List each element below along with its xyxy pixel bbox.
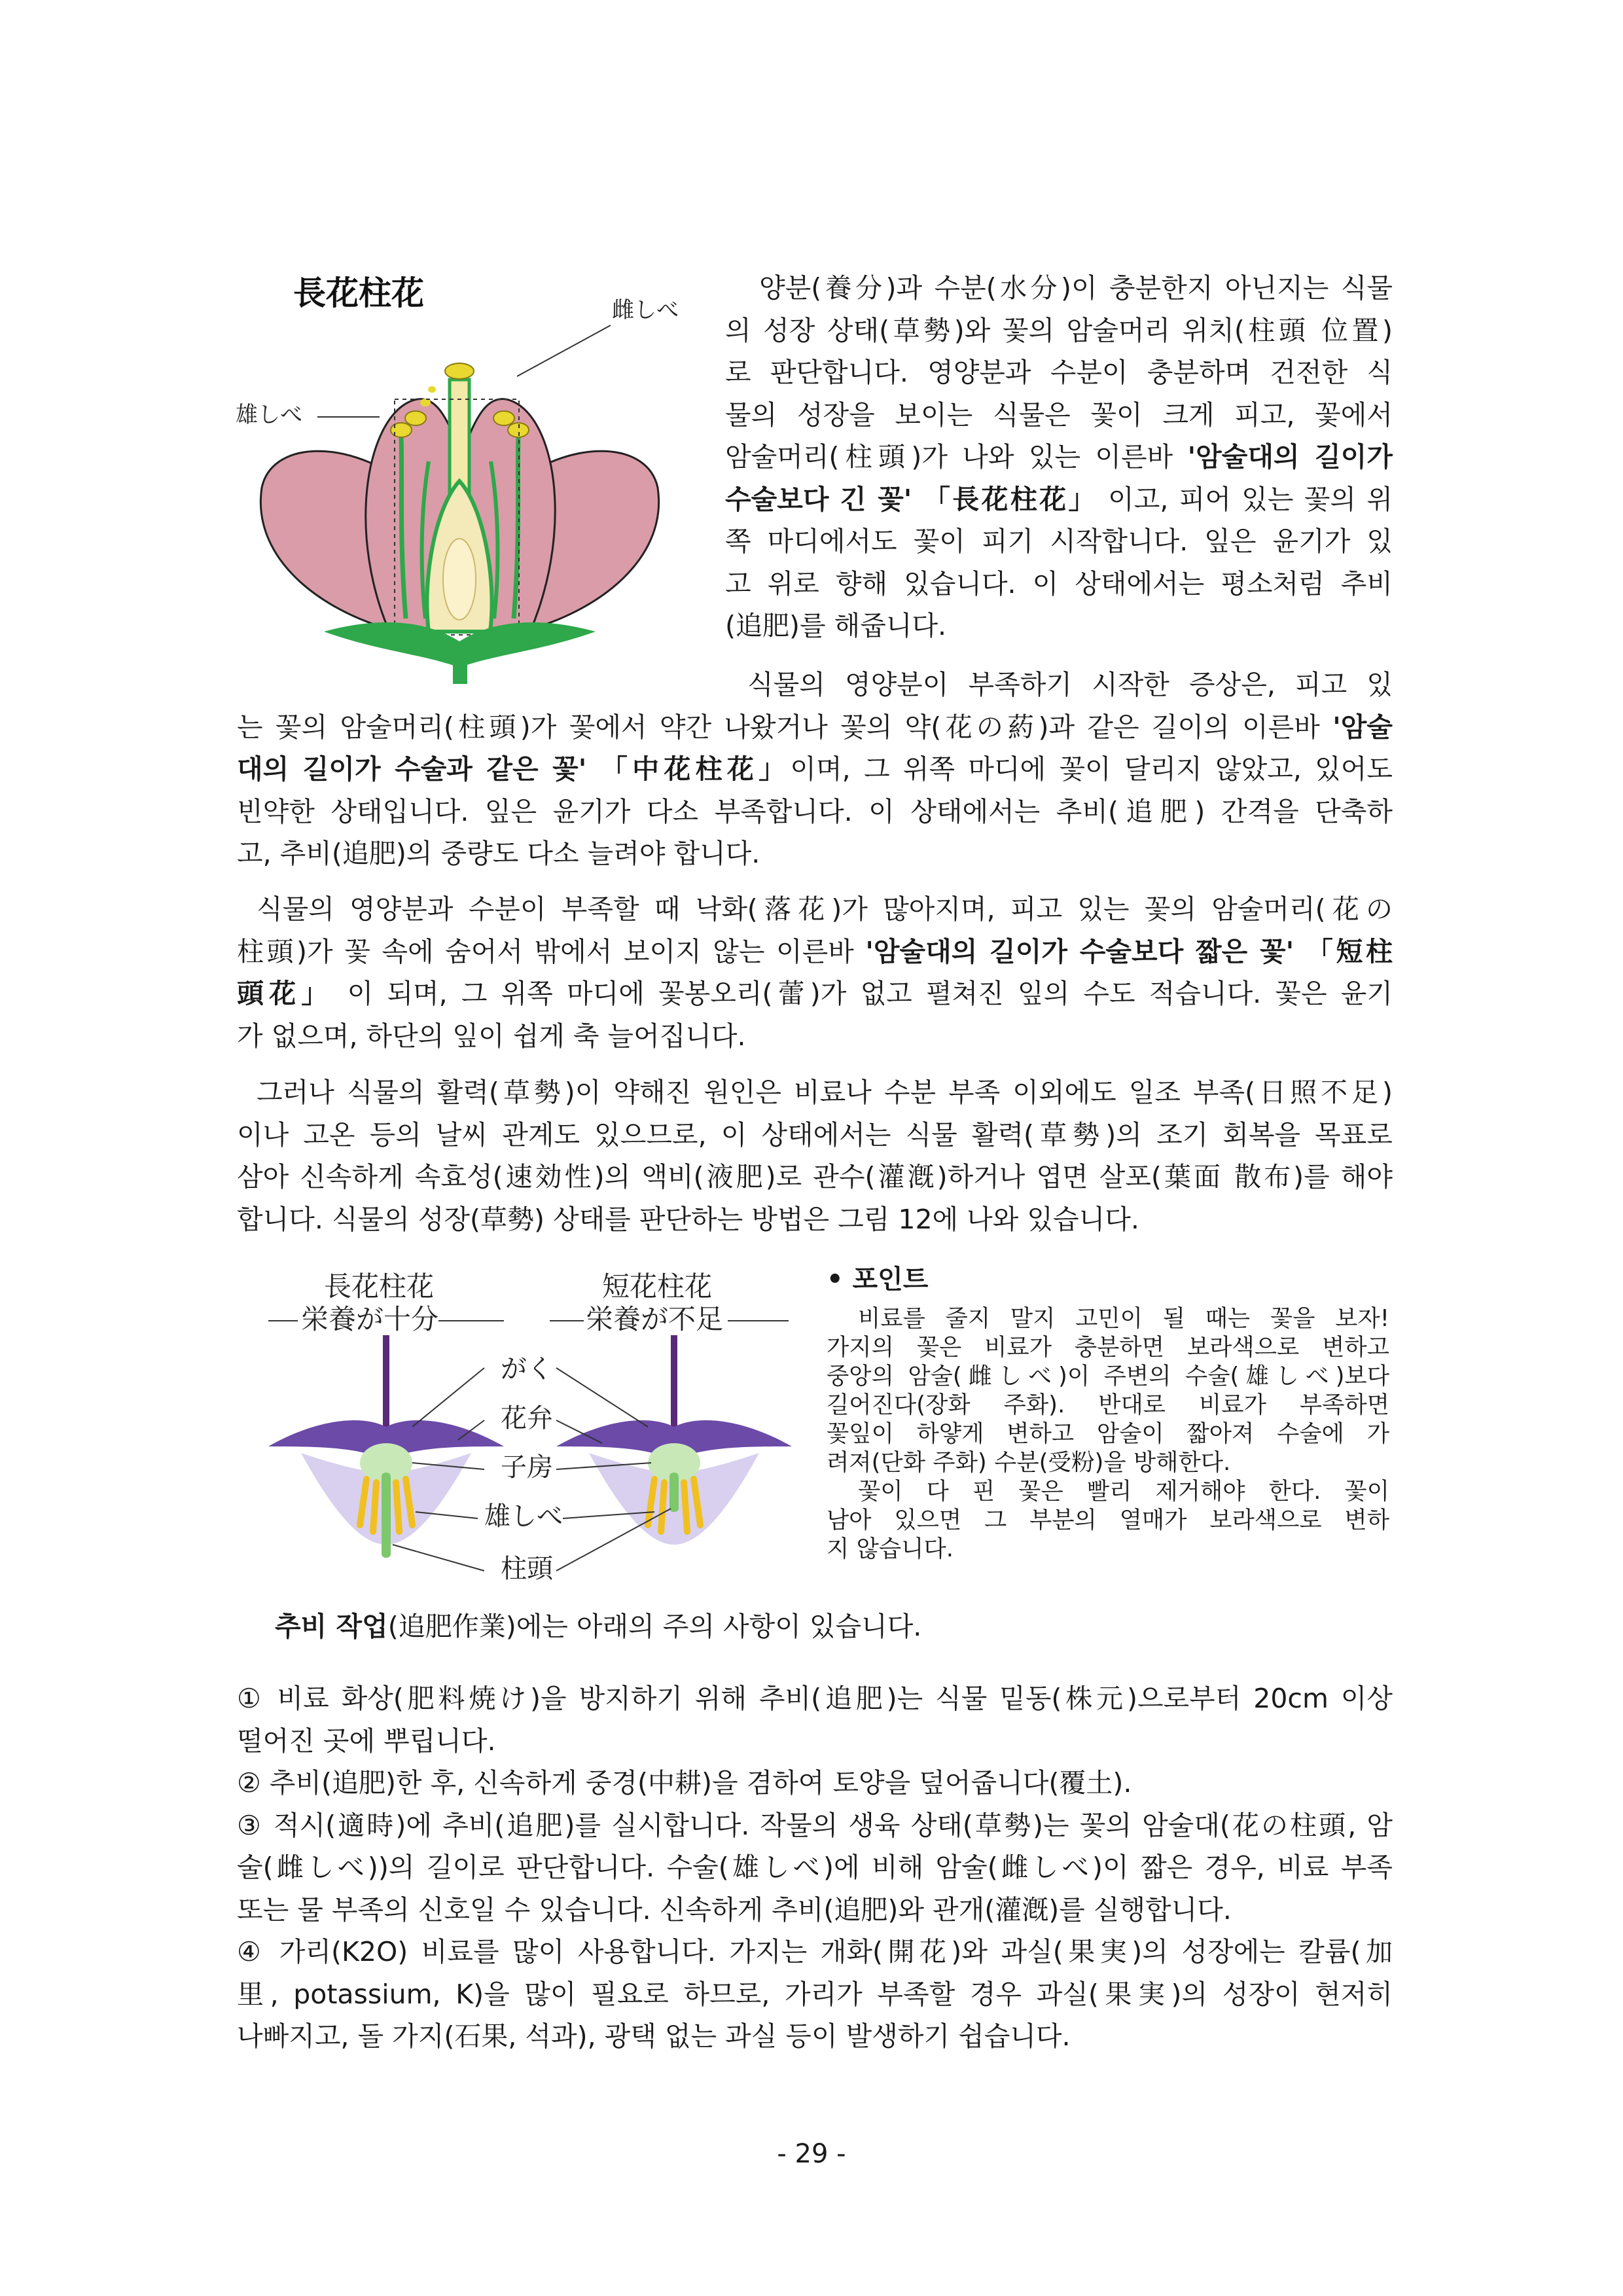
paragraph-2 xyxy=(237,664,1393,875)
topdress-heading xyxy=(275,1605,1387,1648)
text-line: 비료를 줄지 말지 고민이 될 때는 꽃을 보자! xyxy=(858,1305,1389,1332)
text-line: 꽃잎이 하얗게 변하고 암술이 짧아져 수술에 가 xyxy=(827,1420,1389,1447)
text-span: 는 꽃의 암술머리(柱頭)가 꽃에서 약간 나왔거나 꽃의 약(花の葯)과 같은 길이의 이른바 xyxy=(237,711,1333,743)
text-line xyxy=(237,706,1393,749)
text-line xyxy=(237,931,1393,973)
list-item: 떨어진 곳에 뿌립니다. xyxy=(237,1725,496,1757)
paragraph-3 xyxy=(237,888,1393,1057)
list-item: ② 추비(追肥)한 후, 신속하게 중경(中耕)을 겸하여 토양을 덮어줍니다(覆土). xyxy=(237,1767,1132,1799)
text-line: 그러나 식물의 활력(草勢)이 약해진 원인은 비료나 수분 부족 이외에도 일조 부족(日照不足) xyxy=(257,1077,1393,1108)
list-item: 나빠지고, 돌 가지(石果, 석과), 광택 없는 과실 등이 발생하기 쉽습니다. xyxy=(237,2020,1071,2052)
topdress-heading-bold: 추비 작업 xyxy=(275,1611,388,1642)
bold-term: 頭花」 xyxy=(237,978,334,1009)
list-item: ① 비료 화상(肥料焼け)을 방지하기 위해 추비(追肥)는 식물 밑동(株元)으로부터 20cm 이상 xyxy=(237,1683,1393,1714)
bold-term: 대의 길이가 수술과 같은 꽃' 「中花柱花」 xyxy=(237,753,791,785)
point-box xyxy=(827,1260,1389,1564)
left-flower-title: 長花柱花 xyxy=(324,1270,435,1302)
text-line: (追肥)를 해줍니다. xyxy=(725,610,947,641)
right-flower xyxy=(556,1335,792,1545)
right-flower-subtitle: 栄養が不足 xyxy=(586,1303,724,1335)
text-line xyxy=(725,436,1393,478)
figure-eggplant-flowers xyxy=(262,1263,805,1604)
bold-term: 수술보다 긴 꽃' 「長花柱花」 xyxy=(725,483,1097,515)
label-stamen: 雄しべ xyxy=(236,402,302,428)
text-line xyxy=(237,973,1393,1015)
left-flower xyxy=(268,1335,504,1558)
point-title: 포인트 xyxy=(852,1265,929,1295)
paragraph-4 xyxy=(237,1071,1393,1240)
list-item: 또는 물 부족의 신호일 수 있습니다. 신속하게 추비(追肥)와 관개(灌漑)를 실행합니다. xyxy=(237,1893,1232,1926)
text-line: 쪽 마디에서도 꽃이 피기 시작합니다. 잎은 윤기가 있 xyxy=(725,526,1393,557)
text-line: 의 성장 상태(草勢)와 꽃의 암술머리 위치(柱頭 位置) xyxy=(725,314,1393,346)
text-span: 이며, 그 위쪽 마디에 꽃이 달리지 않았고, 있어도 xyxy=(790,753,1393,785)
text-line: 남아 있으면 그 부분의 열매가 보라색으로 변하 xyxy=(827,1507,1389,1534)
text-span: 암술머리(柱頭)가 나와 있는 이른바 xyxy=(725,441,1188,473)
topdress-list xyxy=(237,1677,1393,2058)
bullet-icon: • xyxy=(827,1265,844,1295)
text-line: 중앙의 암술(雌しべ)이 주변의 수술(雄しべ)보다 xyxy=(827,1363,1389,1390)
text-span: 이 되며, 그 위쪽 마디에 꽃봉오리(蕾)가 없고 펼쳐진 잎의 수도 적습니다. 꽃은 윤기 xyxy=(333,978,1393,1009)
label-petal: 花弁 xyxy=(501,1403,553,1433)
list-item: 里, potassium, K)을 많이 필요로 하므로, 가리가 부족할 경우 과실(果実)의 성장이 현저히 xyxy=(237,1978,1393,2010)
text-line: 길어진다(장화 주화). 반대로 비료가 부족하면 xyxy=(827,1391,1389,1418)
text-line: 삼아 신속하게 속효성(速効性)의 액비(液肥)로 관수(灌漑)하거나 엽면 살포(葉面 散布)를 해야 xyxy=(237,1161,1393,1193)
text-line xyxy=(725,478,1393,521)
text-line: 빈약한 상태입니다. 잎은 윤기가 다소 부족합니다. 이 상태에서는 추비(追肥) 간격을 단축하 xyxy=(237,795,1393,827)
bold-term: '암술 xyxy=(1332,711,1393,743)
anther xyxy=(405,411,426,425)
text-line: 려져(단화 주화) 수분(受粉)을 방해한다. xyxy=(827,1449,1231,1476)
page-number: - 29 - xyxy=(777,2139,846,2169)
flower-diagram xyxy=(232,265,704,684)
stigma xyxy=(669,1473,679,1512)
bold-term: '암술대의 길이가 xyxy=(1187,441,1393,473)
list-item: ④ 가리(K2O) 비료를 많이 사용합니다. 가지는 개화(開花)와 과실(果実)의 성장에는 칼륨(加 xyxy=(237,1936,1393,1967)
paragraph-1 xyxy=(725,267,1393,647)
list-item: ③ 적시(適時)에 추비(追肥)를 실시합니다. 작물의 생육 상태(草勢)는 꽃의 암술대(花の柱頭, 암 xyxy=(237,1809,1393,1841)
stigma xyxy=(445,363,474,379)
label-pistil: 雌しべ xyxy=(612,297,679,323)
point-body-2 xyxy=(827,1477,1389,1564)
label-calyx: がく xyxy=(501,1354,553,1384)
text-span: 柱頭)가 꽃 속에 숨어서 밖에서 보이지 않는 이른바 xyxy=(237,935,866,967)
ovule xyxy=(443,539,476,620)
text-line: 꽃이 다 핀 꽃은 빨리 제거해야 한다. 꽃이 xyxy=(858,1478,1389,1505)
text-line: 고 위로 향해 있습니다. 이 상태에서는 평소처럼 추비 xyxy=(725,567,1393,600)
label-ovary: 子房 xyxy=(501,1452,553,1482)
text-line: 물의 성장을 보이는 식물은 꽃이 크게 피고, 꽃에서 xyxy=(725,399,1393,431)
text-line: 이나 고온 등의 날씨 관계도 있으므로, 이 상태에서는 식물 활력(草勢)의 조기 회복을 목표로 xyxy=(237,1119,1393,1151)
topdress-heading-rest: (追肥作業)에는 아래의 주의 사항이 있습니다. xyxy=(387,1611,922,1642)
anther xyxy=(391,423,412,437)
right-flower-title: 短花柱花 xyxy=(602,1270,713,1302)
text-line: 합니다. 식물의 성장(草勢) 상태를 판단하는 방법은 그림 12에 나와 있습니다. xyxy=(237,1203,1139,1235)
point-heading xyxy=(827,1260,1389,1299)
text-line: 가지의 꽃은 비료가 충분하면 보라색으로 변하고 xyxy=(827,1334,1389,1361)
label-stamen: 雄しべ xyxy=(484,1501,563,1532)
label-stigma: 柱頭 xyxy=(501,1554,553,1584)
eggplant-flower-diagram xyxy=(262,1263,805,1604)
text-line: 식물의 영양분과 수분이 부족할 때 낙화(落花)가 많아지며, 피고 있는 꽃의 암술머리(花の xyxy=(257,893,1393,925)
figure-long-style-flower xyxy=(232,265,704,684)
stigma xyxy=(382,1473,391,1558)
anther xyxy=(493,411,514,425)
point-body-1 xyxy=(827,1304,1389,1477)
text-line: 지 않습니다. xyxy=(827,1535,954,1562)
pollen xyxy=(428,386,436,393)
text-line: 고, 추비(追肥)의 중량도 다소 늘려야 합니다. xyxy=(237,838,760,869)
figure1-title: 長花柱花 xyxy=(293,274,424,312)
list-item: 술(雌しべ))의 길이로 판단합니다. 수술(雄しべ)에 비해 암술(雌しべ)이 짧은 경우, 비료 부족 xyxy=(237,1852,1393,1883)
text-line xyxy=(237,748,1393,791)
bold-term: '암술대의 길이가 수술보다 짧은 꽃' 「短柱 xyxy=(865,935,1393,967)
text-span: 이고, 피어 있는 꽃의 위 xyxy=(1108,483,1393,515)
text-line: 로 판단합니다. 영양분과 수분이 충분하며 건전한 식 xyxy=(725,357,1393,388)
text-line: 가 없으며, 하단의 잎이 쉽게 축 늘어집니다. xyxy=(237,1020,746,1052)
text-line: 양분(養分)과 수분(水分)이 충분한지 아닌지는 식물 xyxy=(759,272,1393,304)
left-flower-subtitle: 栄養が十分 xyxy=(301,1303,439,1335)
pistil-leader-line xyxy=(517,325,611,376)
text-line: 식물의 영양분이 부족하기 시작한 증상은, 피고 있 xyxy=(747,669,1393,700)
